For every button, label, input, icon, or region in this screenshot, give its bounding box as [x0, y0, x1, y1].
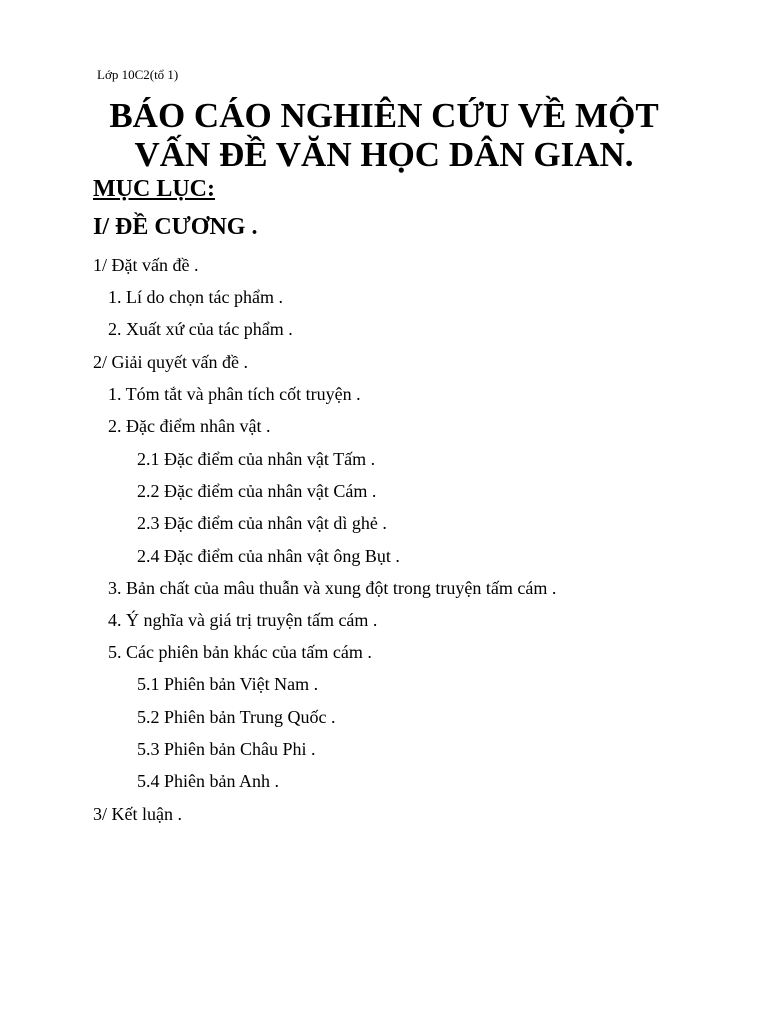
toc-item-meaning-value: 4. Ý nghĩa và giá trị truyện tấm cám . — [108, 610, 378, 630]
toc-item-version-africa: 5.3 Phiên bản Châu Phi . — [137, 739, 316, 759]
toc-item-origin: 2. Xuất xứ của tác phẩm . — [108, 319, 293, 339]
toc-item-version-china: 5.2 Phiên bản Trung Quốc . — [137, 707, 336, 727]
toc-item-conflict-nature: 3. Bản chất của mâu thuẫn và xung đột trong truyện tấm cám . — [108, 578, 557, 598]
toc-item-problem-solving: 2/ Giải quyết vấn đề . — [93, 352, 248, 372]
report-title-line-2: VẤN ĐỀ VĂN HỌC DÂN GIAN. — [134, 135, 634, 174]
toc-item-conclusion: 3/ Kết luận . — [93, 804, 182, 824]
report-title — [0, 96, 768, 174]
class-label: Lớp 10C2(tổ 1) — [97, 67, 179, 82]
toc-item-plot-summary: 1. Tóm tắt và phân tích cốt truyện . — [108, 384, 361, 404]
toc-item-character-stepmother: 2.3 Đặc điểm của nhân vật dì ghẻ . — [137, 513, 387, 533]
toc-item-character-cam: 2.2 Đặc điểm của nhân vật Cám . — [137, 481, 377, 501]
toc-item-reason-for-choice: 1. Lí do chọn tác phẩm . — [108, 287, 283, 307]
toc-item-other-versions: 5. Các phiên bản khác của tấm cám . — [108, 642, 372, 662]
table-of-contents-heading: MỤC LỤC: — [93, 176, 215, 202]
toc-item-character-traits: 2. Đặc điểm nhân vật . — [108, 416, 271, 436]
toc-item-character-but: 2.4 Đặc điểm của nhân vật ông Bụt . — [137, 546, 400, 566]
toc-item-version-vietnam: 5.1 Phiên bản Việt Nam . — [137, 674, 319, 694]
report-title-line-1: BÁO CÁO NGHIÊN CỨU VỀ MỘT — [109, 96, 659, 135]
toc-item-version-england: 5.4 Phiên bản Anh . — [137, 771, 279, 791]
toc-item-problem-statement: 1/ Đặt vấn đề . — [93, 255, 199, 275]
outline-section-heading: I/ ĐỀ CƯƠNG . — [93, 214, 258, 240]
toc-item-character-tam: 2.1 Đặc điểm của nhân vật Tấm . — [137, 449, 376, 469]
